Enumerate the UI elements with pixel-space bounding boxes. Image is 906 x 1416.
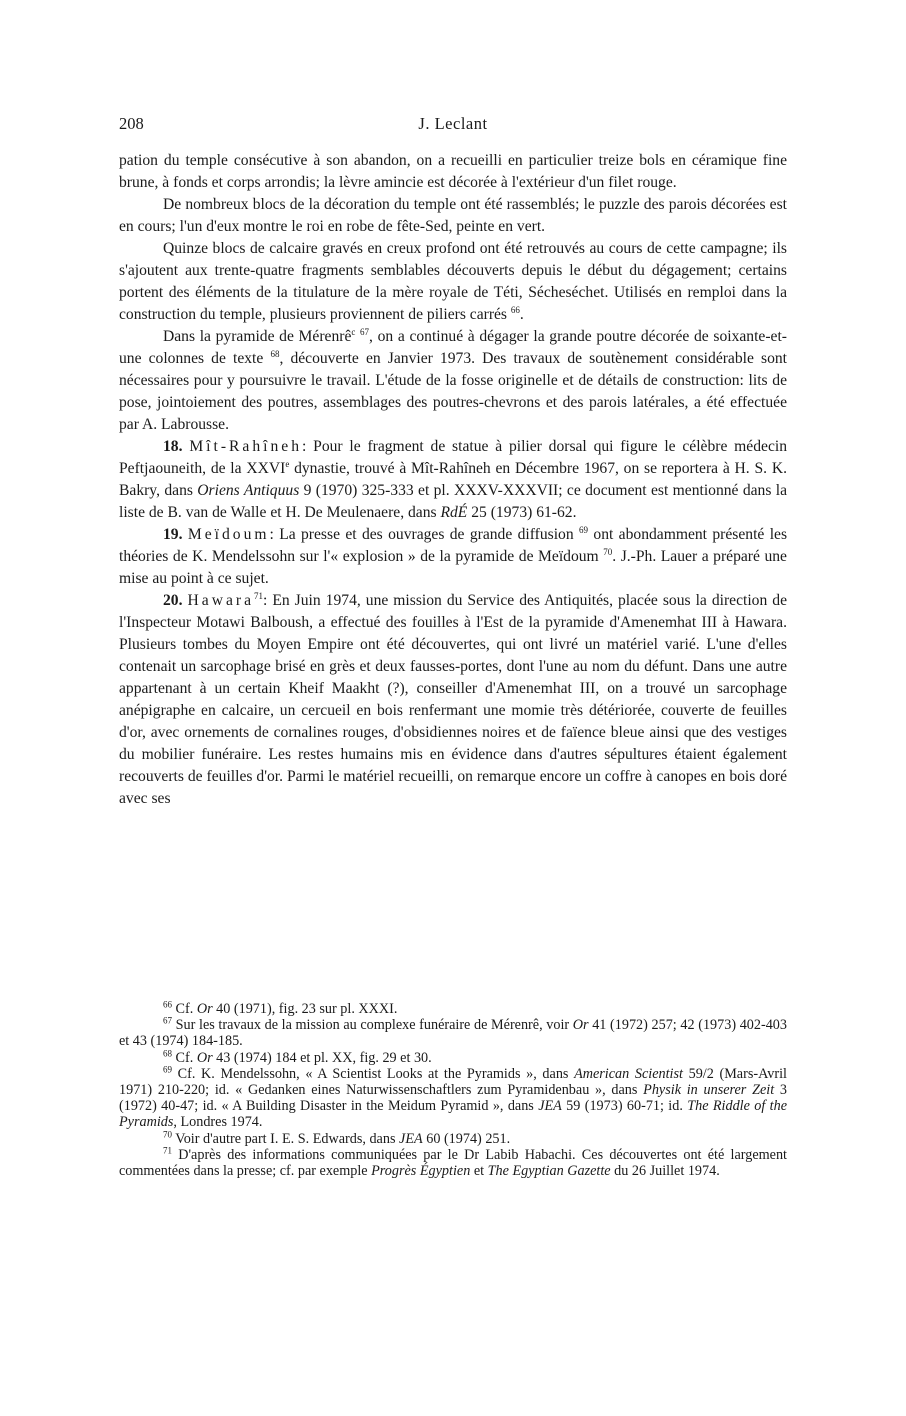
site-name: Mît-Rahîneh: [189, 438, 303, 455]
page-header: [119, 114, 787, 138]
main-text: [119, 150, 787, 810]
newspaper-title: Progrès Égyptien: [371, 1163, 471, 1180]
journal-title: JEA: [399, 1130, 423, 1147]
footnote-ref-67: 67: [360, 326, 370, 337]
text-run: . J.-Ph. Lauer a préparé une mise au point à ce sujet.: [119, 548, 787, 587]
text-run: Dans la pyramide de Mérenrê: [163, 328, 352, 345]
text-run: 25 (1973) 61-62.: [467, 504, 577, 521]
footnote-ref-69: 69: [579, 524, 589, 535]
journal-title: Or: [196, 1001, 213, 1017]
text-run: : En Juin 1974, une mission du Service des Antiquités, placée sous la direction de l'Inspecteur Motawi Balboush, a effectué des fouilles à l'Est de la pyramide d'Amenemhat III à Hawara. Plusieurs tombes du Moyen Empire ont été découvertes, qui ont livré un matériel varié. L'une d'elles contenait un sarcophage brisé en grès et deux fausses-portes, dont l'une au nom du défunt. Dans une autre appartenant à un certain Kheif Maakht (?), conseiller d'Amenemhat III, on a trouvé un sarcophage anépigraphe en calcaire, un cercueil en bois renfermant une momie très détériorée, couverte de feuilles d'or, avec ornements de cornalines rouges, d'obsidiennes noires et de faïence bleue ainsi que des vestiges du mobilier funéraire. Les restes humains mis en évidence dans d'autres sépultures étaient également recouverts de feuilles d'or. Parmi le matériel recueilli, on remarque encore un coffre à canopes en bois doré avec ses: [119, 592, 787, 807]
text-run: ont abondamment présenté les théories de K. Mendelssohn sur l'« explosion » de la pyramide de Meïdoum: [119, 526, 788, 565]
footnote-69: [119, 1066, 787, 1131]
text-run: , on a continué à dégager la grande poutre décorée de soixante-et-une colonnes de texte: [119, 328, 787, 367]
paragraph: [119, 326, 787, 436]
text-run: 60 (1974) 251.: [422, 1130, 511, 1147]
site-name: Hawara: [187, 592, 254, 609]
paragraph: [119, 590, 787, 810]
text-run: Voir d'autre part I. E. S. Edwards, dans: [172, 1130, 400, 1147]
section-number: 20.: [163, 592, 183, 609]
footnotes: [119, 1001, 787, 1179]
newspaper-title: The Egyptian Gazette: [487, 1163, 611, 1180]
superscript: e: [285, 458, 290, 469]
footnote-66: [119, 1001, 787, 1017]
ayin-mark: c: [351, 326, 356, 337]
text-run: 9 (1970) 325-333 et pl. XXXV-XXXVII; ce document est mentionné dans la liste de B. van de Walle et H. De Meulenaere, dans: [119, 482, 788, 521]
journal-title: American Scientist: [574, 1065, 683, 1082]
footnote-ref-71: 71: [254, 590, 263, 601]
text-run: 59 (1973) 60-71; id.: [561, 1098, 688, 1115]
text-run: Cf.: [172, 1001, 197, 1017]
journal-title: Physik in unserer Zeit: [643, 1082, 775, 1099]
text-run: 43 (1974) 184 et pl. XX, fig. 29 et 30.: [212, 1049, 432, 1066]
footnote-number: 70: [163, 1128, 172, 1139]
text-run: 41 (1972) 257; 42 (1973) 402-403 et 43 (1974) 184-185.: [119, 1017, 787, 1050]
footnote-number: 71: [163, 1145, 172, 1156]
paragraph: [119, 436, 787, 524]
text-run: Cf.: [172, 1049, 197, 1066]
text-run: , découverte en Janvier 1973. Des travaux de soutènement considérable sont nécessaires pour y poursuivre le travail. L'étude de la fosse originelle et de détails de construction: lits de pose, jointoiement des poutres, assemblages des poutres-chevrons et des parois latérales, a été effectuée par A. Labrousse.: [119, 350, 788, 433]
text-run: : Pour le fragment de statue à pilier dorsal qui figure le célèbre médecin Peftjaouneith, de la XXVI: [119, 438, 788, 477]
footnote-number: 69: [163, 1064, 172, 1075]
text-run: : La presse et des ouvrages de grande diffusion: [269, 526, 574, 543]
book-title: The Riddle of the Pyramids: [119, 1098, 788, 1131]
site-name: Meïdoum: [187, 526, 270, 543]
text-run: et: [470, 1163, 488, 1180]
page-number: 208: [119, 114, 144, 133]
journal-title: RdÉ: [440, 504, 468, 521]
footnote-ref-68: 68: [270, 348, 280, 359]
paragraph: Quinze blocs de calcaire gravés en creux profond ont été retrouvés au cours de cette campagne; ils s'ajoutent aux trente-quatre fragments semblables découverts depuis le début du dégagement; certains portent des éléments de la titulature de la mère royale de Téti, Sécheséchet. Utilisés en remploi dans la construction du temple, plusieurs proviennent de piliers carrés $^{66}$.: [119, 240, 787, 323]
footnote-ref-66: 66: [510, 304, 520, 315]
text-run: D'après des informations communiquées par le Dr Labib Habachi. Ces découvertes ont été largement commentées dans la presse; cf. par exemple: [119, 1146, 787, 1180]
text-run: 59/2 (Mars-Avril 1971) 210-220; id. « Gedanken eines Naturwissenschaftlers zum Pyramidenbau », dans: [119, 1065, 787, 1099]
journal-title: Or: [572, 1017, 589, 1034]
running-head: J. Leclant: [418, 114, 488, 133]
text-run: Cf. K. Mendelssohn, « A Scientist Looks at the Pyramids », dans: [172, 1065, 575, 1082]
journal-title: Or: [196, 1049, 213, 1066]
text-run: , Londres 1974.: [173, 1114, 263, 1131]
text-run: 40 (1971), fig. 23 sur pl. XXXI.: [212, 1001, 398, 1017]
text-run: Sur les travaux de la mission au complexe funéraire de Mérenrê, voir: [172, 1017, 573, 1034]
section-number: 19.: [163, 526, 183, 543]
text-run: Quinze blocs de calcaire gravés en creux profond ont été retrouvés au cours de cette campagne; ils s'ajoutent aux trente-quatre fragments semblables découverts depuis le début du dégagement; certains portent des éléments de la titulature de la mère royale de Téti, Sécheséchet. Utilisés en remploi dans la construction du temple, plusieurs proviennent de piliers carrés: [119, 240, 787, 323]
footnote-70: [119, 1128, 787, 1147]
footnote-number: 68: [163, 1047, 172, 1058]
paragraph: pation du temple consécutive à son abandon, on a recueilli en particulier treize bols en céramique fine brune, à fonds et corps arrondis; la lèvre amincie est décorée à l'extérieur d'un filet rouge.: [119, 152, 787, 191]
footnote-67: [119, 1017, 787, 1049]
text-run: 3 (1972) 40-47; id. « A Building Disaster in the Meidum Pyramid », dans: [119, 1082, 787, 1115]
footnote-number: 66: [163, 999, 172, 1010]
section-number: 18.: [163, 438, 183, 455]
paragraph: De nombreux blocs de la décoration du temple ont été rassemblés; le puzzle des parois décorées est en cours; l'un d'eux montre le roi en robe de fête-Sed, peinte en vert.: [119, 196, 787, 235]
paragraph: [119, 524, 787, 590]
footnote-number: 67: [163, 1015, 172, 1026]
text-run: du 26 Juillet 1974.: [610, 1163, 720, 1180]
text-run: dynastie, trouvé à Mît-Rahîneh en Décembre 1967, on se reportera à H. S. K. Bakry, dans: [119, 460, 787, 499]
footnote-ref-70: 70: [603, 546, 613, 557]
footnote-68: [119, 1047, 787, 1066]
footnote-71: [119, 1147, 787, 1179]
journal-title: JEA: [538, 1098, 562, 1115]
journal-title: Oriens Antiquus: [197, 482, 300, 499]
